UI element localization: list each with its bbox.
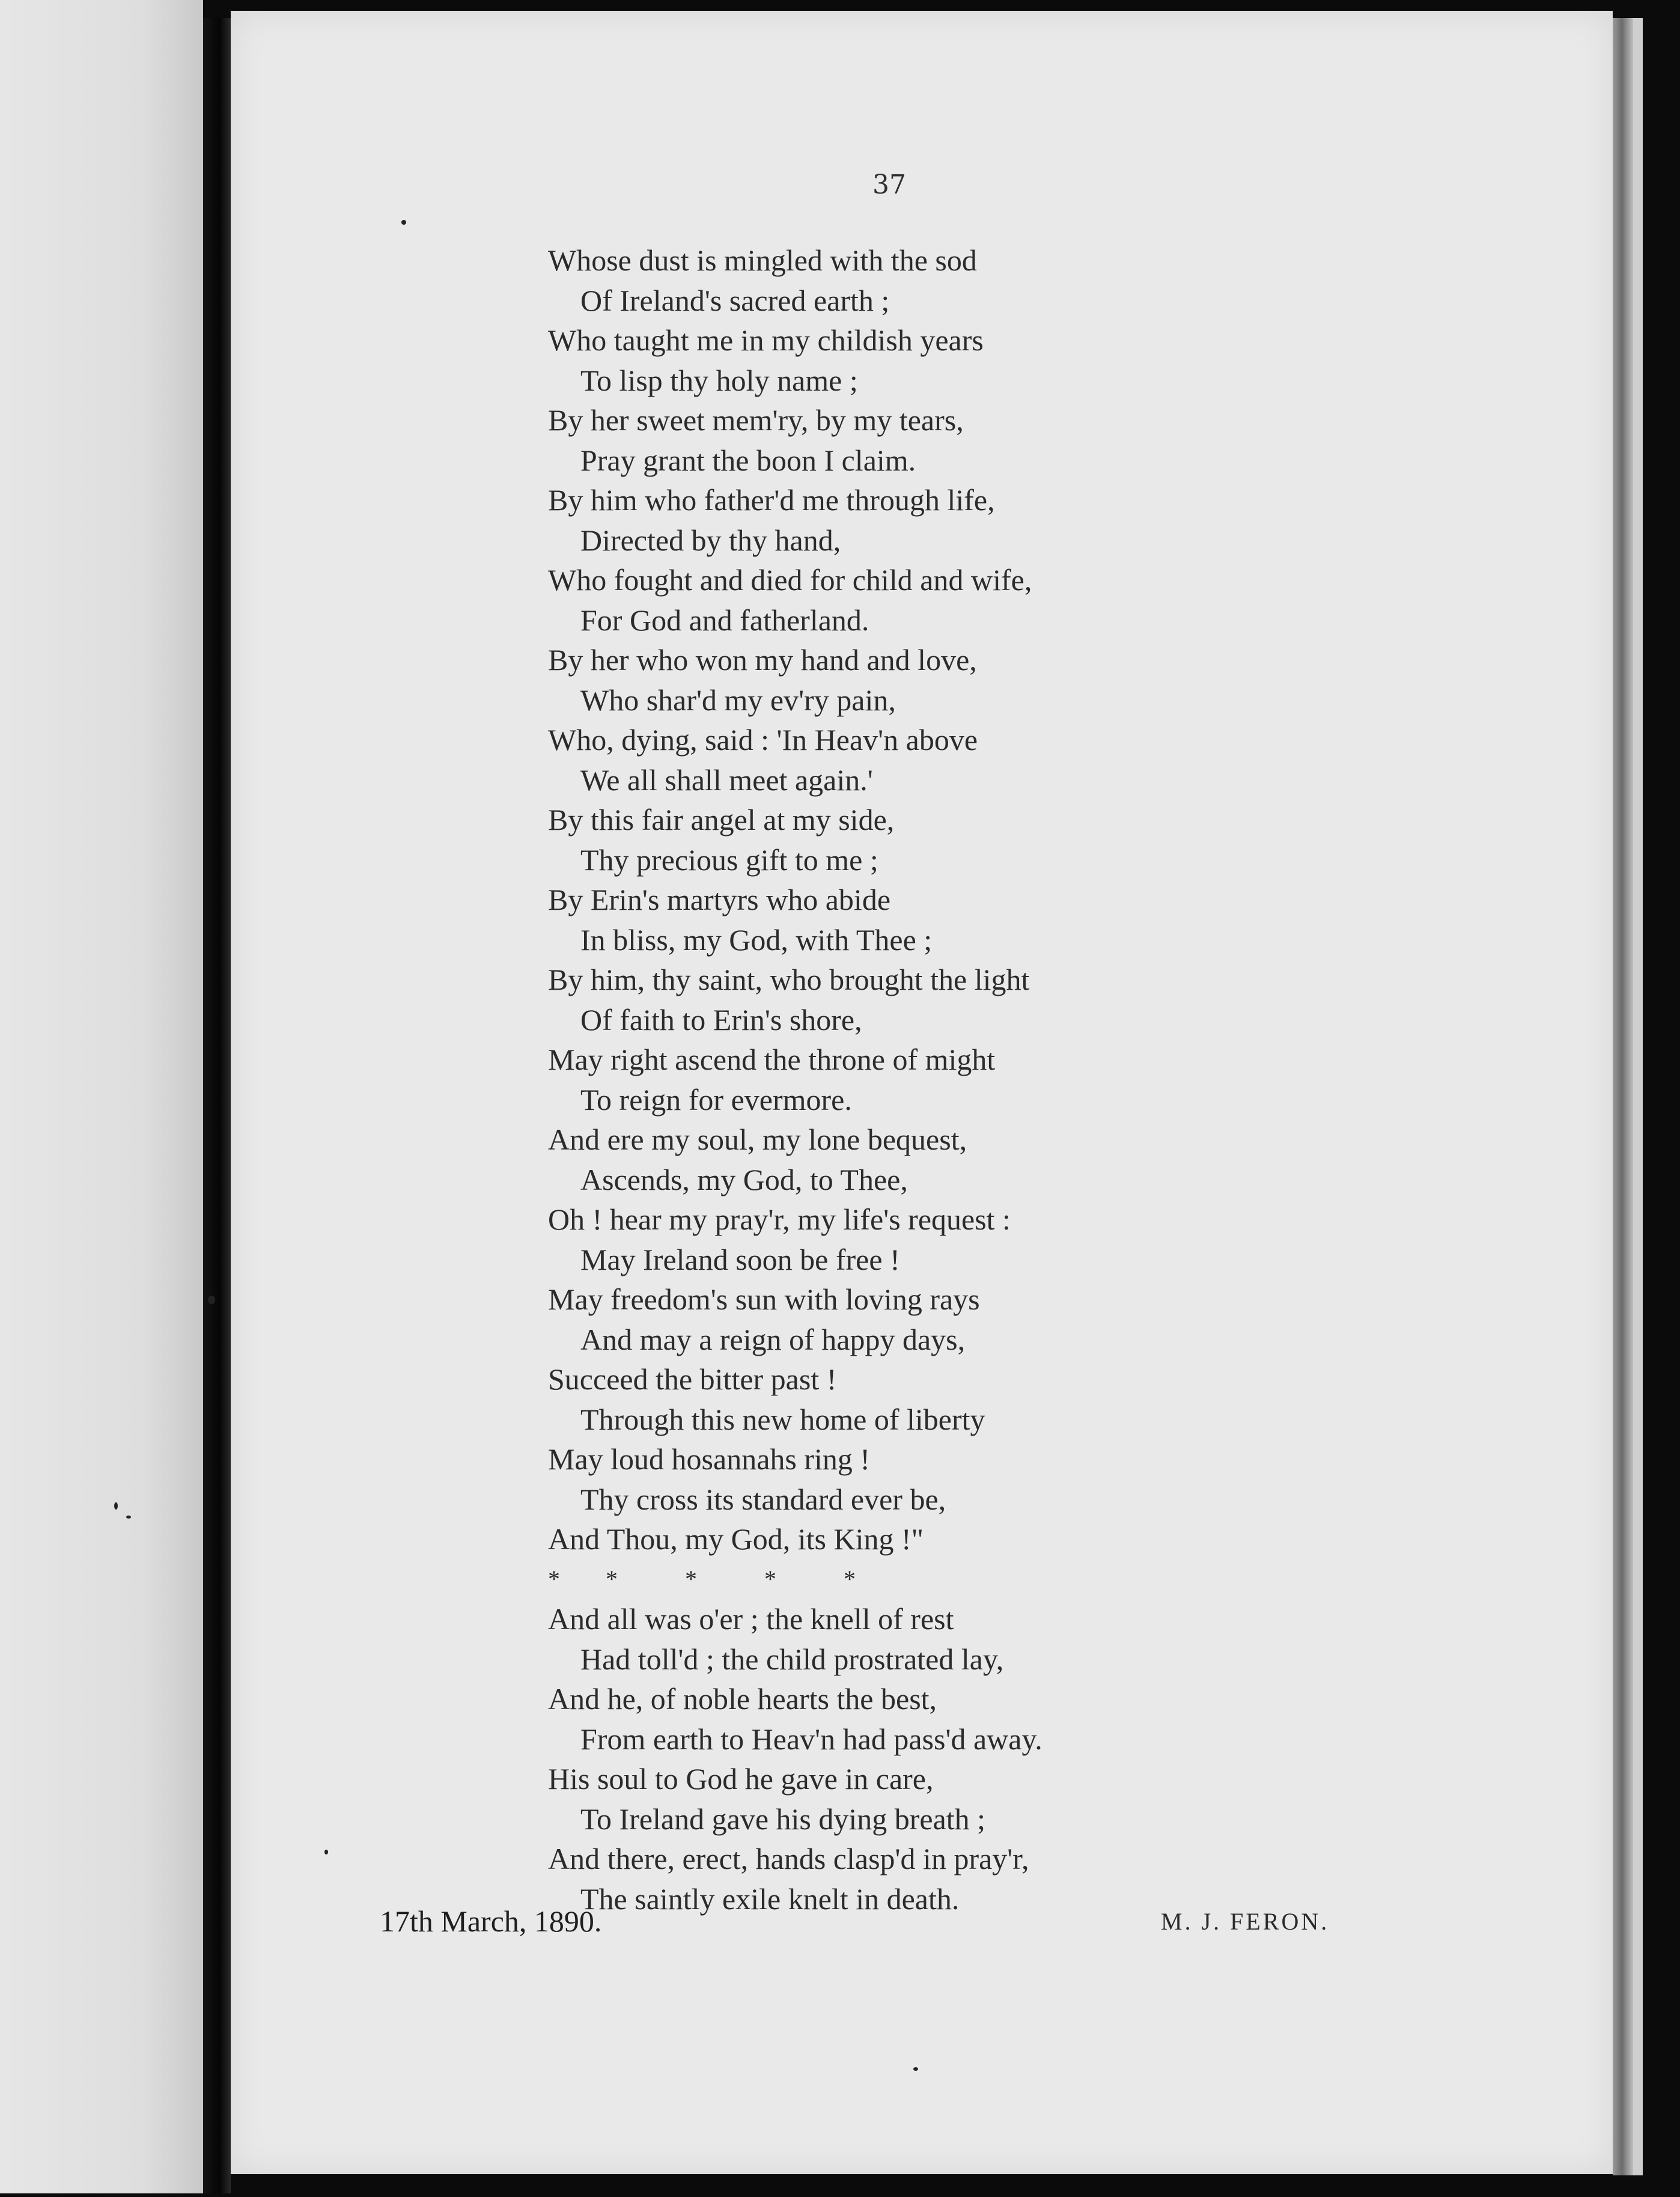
poem-line: Who taught me in my childish years [548,323,984,357]
facing-page-edge [0,0,203,2193]
poem-line: And Thou, my God, its King !" [548,1522,924,1556]
page-number: 37 [872,169,906,200]
scan-speck [208,1296,215,1304]
poem-line: To lisp thy holy name ; [580,363,858,397]
poem-line: Thy cross its standard ever be, [580,1482,946,1516]
scan-speck [401,220,406,225]
poem-line: We all shall meet again.' [580,763,873,797]
scan-speck [114,1502,118,1510]
poem-line: Who shar'd my ev'ry pain, [580,683,896,717]
page-stack-edge-outer [1633,18,1643,2175]
poem-line: For God and fatherland. [580,603,869,637]
poem-line: Who fought and died for child and wife, [548,563,1032,597]
poem-line: By her who won my hand and love, [548,643,977,677]
poem-line: Pray grant the boon I claim. [580,443,916,477]
poem-author: M. J. FERON. [1161,1908,1330,1935]
poem-line: To reign for evermore. [580,1082,852,1117]
page-stack-edge [1613,18,1633,2175]
poem-line: And all was o'er ; the knell of rest [548,1602,954,1636]
poem-line: Ascends, my God, to Thee, [580,1162,908,1196]
poem-line: His soul to God he gave in care, [548,1762,934,1796]
poem-text [548,240,1461,1919]
poem-line: Had toll'd ; the child prostrated lay, [580,1642,1004,1676]
poem-line: Through this new home of liberty [580,1402,985,1436]
poem-line: May freedom's sun with loving rays [548,1282,980,1316]
poem-line: May Ireland soon be free ! [580,1242,900,1276]
poem-line: May right ascend the throne of might [548,1043,996,1076]
scan-speck [913,2067,918,2071]
poem-line: By him who father'd me through life, [548,483,995,517]
scan-speck [324,1850,328,1854]
poem-line: By this fair angel at my side, [548,803,895,836]
poem-line: And he, of noble hearts the best, [548,1682,937,1716]
poem-line: And there, erect, hands clasp'd in pray'r, [548,1842,1029,1876]
section-separator: * * * * * [548,1565,856,1592]
poem-line: Directed by thy hand, [580,523,841,557]
poem-line: In bliss, my God, with Thee ; [580,922,933,957]
poem-line: May loud hosannahs ring ! [548,1442,871,1476]
scan-speck [126,1516,131,1519]
poem-line: The saintly exile knelt in death. [580,1882,960,1916]
poem-line: Of Ireland's sacred earth ; [580,283,890,317]
poem-line: To Ireland gave his dying breath ; [580,1802,986,1836]
poem-line: Of faith to Erin's shore, [580,1002,862,1037]
poem-line: By him, thy saint, who brought the light [548,963,1030,996]
poem-line: Thy precious gift to me ; [580,843,878,877]
poem-line: Who, dying, said : 'In Heav'n above [548,723,978,757]
poem-line: By her sweet mem'ry, by my tears, [548,403,964,437]
poem-line: And ere my soul, my lone bequest, [548,1123,967,1156]
poem-line: Oh ! hear my pray'r, my life's request : [548,1202,1011,1236]
poem-line: And may a reign of happy days, [580,1322,966,1356]
poem-line: Succeed the bitter past ! [548,1362,837,1396]
poem-date: 17th March, 1890. [380,1904,602,1938]
poem-line: Whose dust is mingled with the sod [548,243,977,277]
poem-line: By Erin's martyrs who abide [548,883,891,916]
poem-line: From earth to Heav'n had pass'd away. [580,1722,1042,1756]
book-gutter [203,18,231,2193]
